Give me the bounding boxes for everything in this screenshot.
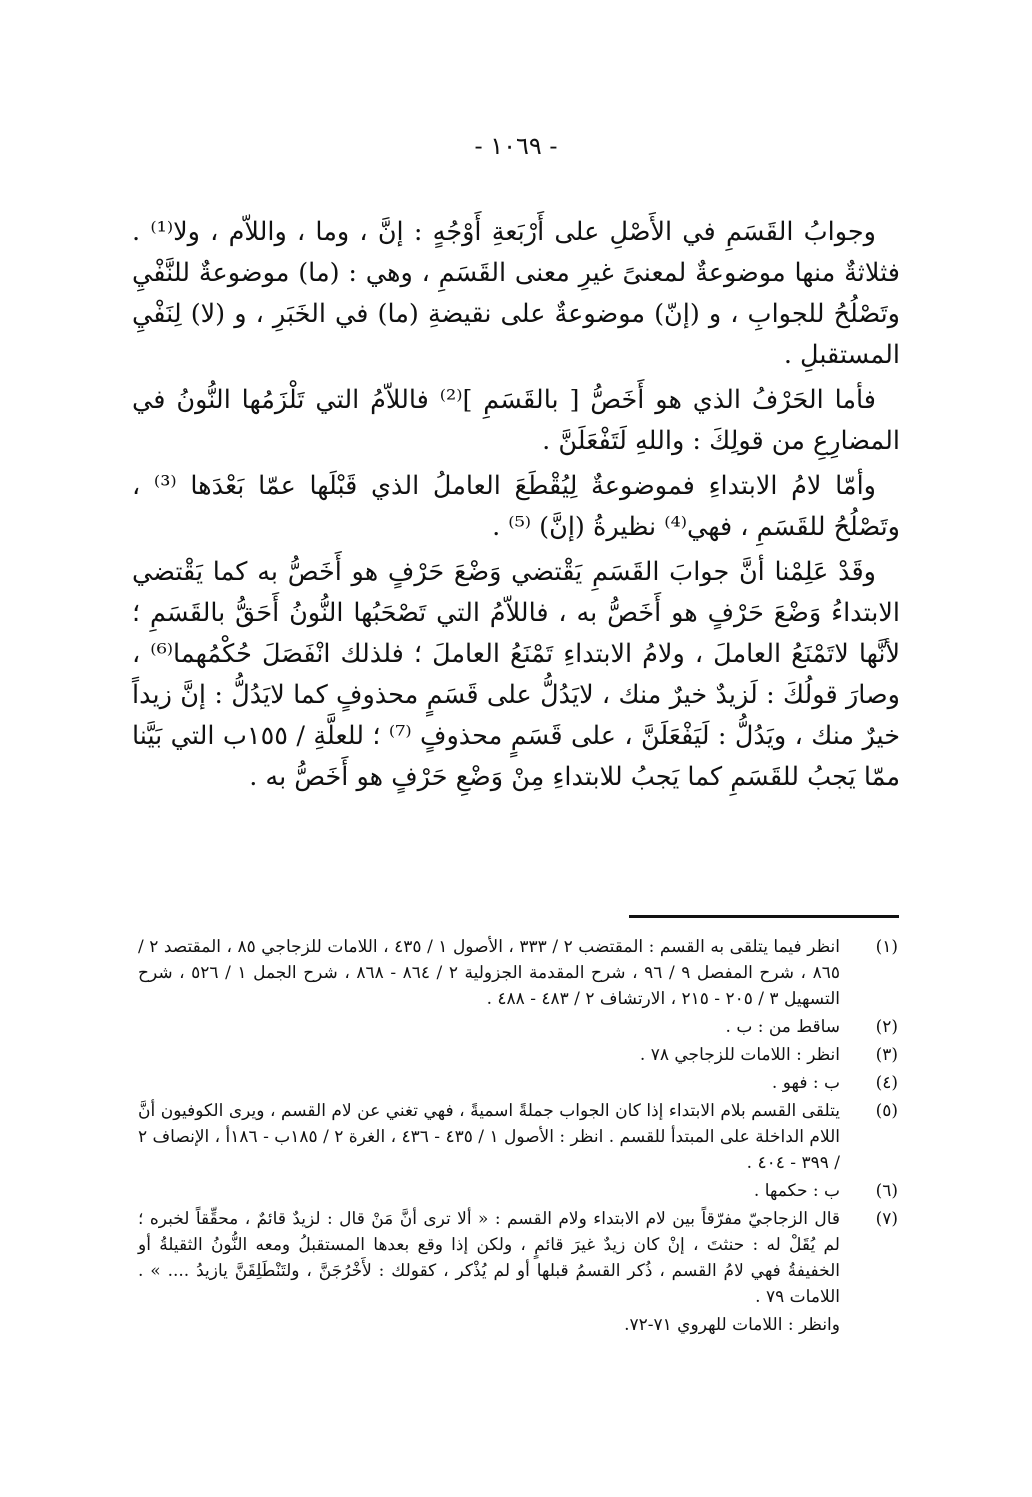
footnote-5 [138,1098,898,1176]
footnote-2 [138,1014,898,1040]
footnote-number: (١) [875,937,898,957]
footnote-6 [138,1178,898,1204]
paragraph-lam-of-ibtida: وأمّا لامُ الابتداءِ فموضوعةٌ لِيُقْطَعَ العاملُ الذي قَبْلَها عمّا بَعْدَها ⁽³⁾ ، وتَصْلُحُ للقَسَمِ ، فهي⁽⁴⁾ نظيرةُ (إنَّ) ⁽⁵⁾ . [132,471,900,542]
footnotes [138,934,898,1338]
footnote-text: يتلقى القسم بلام الابتداء إذا كان الجواب جملةً اسميةً ، فهي تغني عن لام القسم ، ويرى الكوفيون أنَّ اللام الداخلة على المبتدأ للقسم . انظر : الأصول ١ / ٤٣٥ - ٤٣٦ ، الغرة ٢ / ١٨٥ب - ١٨٦أ ، الإنصاف ٢ / ٣٩٩ - ٤٠٤ . [138,1101,841,1173]
footnote-4 [138,1070,898,1096]
footnote-separator [629,915,899,918]
paragraph-lam-of-oath: فأما الحَرْفُ الذي هو أَخَصُّ [ بالقَسَمِ ]⁽²⁾ فاللاّمُ التي تَلْزَمُها النُّونُ في المضارِعِ من قولِكَ : واللهِ لَتَفْعَلَنَّ . [132,385,900,456]
footnote-text: انظر فيما يتلقى به القسم : المقتضب ٢ / ٣٣٣ ، الأصول ١ / ٤٣٥ ، اللامات للزجاجي ٨٥ ، المقتصد ٢ / ٨٦٥ ، شرح المفصل ٩ / ٩٦ ، شرح المقدمة الجزولية ٢ / ٨٦٤ - ٨٦٨ ، شرح الجمل ١ / ٥٢٦ ، شرح التسهيل ٣ / ٢٠٥ - ٢١٥ ، الارتشاف ٢ / ٤٨٣ - ٤٨٨ . [138,937,840,1009]
footnote-number: (٥) [875,1101,898,1121]
footnote-3 [138,1042,898,1068]
footnote-1 [138,934,898,1012]
footnote-number: (٢) [875,1017,898,1037]
footnote-number: (٣) [875,1045,898,1065]
paragraph-comparison: وقَدْ عَلِمْنا أنَّ جوابَ القَسَمِ يَقْتضي وَضْعَ حَرْفٍ هو أَخَصُّ به كما يَقْتضي الابتداءُ وَضْعَ حَرْفٍ هو أَخَصُّ به ، فاللاّمُ التي تَصْحَبُها النُّونُ أَحَقُّ بالقَسَمِ ؛ لأنَّها لاتَمْنَعُ العاملَ ، ولامُ الابتداءِ تَمْنَعُ العاملَ ؛ فلذلك انْفَصَلَ حُكْمُهما⁽⁶⁾ ، وصارَ قولُكَ : لَزيدٌ خيرٌ منك ، لايَدُلُّ على قَسَمٍ محذوفٍ كما لايَدُلُّ : إنَّ زيداً خيرٌ منك ، ويَدُلُّ : لَيَفْعَلَنَّ ، على قَسَمٍ محذوفٍ ⁽⁷⁾ ؛ للعلَّةِ / ١٥٥ب التي بَيَّنا ممّا يَجبُ للقَسَمِ كما يَجبُ للابتداءِ مِنْ وَضْعِ حَرْفٍ هو أَخَصُّ به . [132,557,900,792]
footnote-text: ساقط من : ب . [725,1017,840,1037]
paragraph-answer-of-oath: وجوابُ القَسَمِ في الأَصْلِ على أَرْبَعةِ أَوْجُهٍ : إنَّ ، وما ، واللاّم ، ولا⁽¹⁾ . فثلاثةٌ منها موضوعةٌ لمعنىً غيرِ معنى القَسَمِ ، وهي : (ما) موضوعةٌ للنَّفْيِ وتَصْلُحُ للجوابِ ، و (إنّ) موضوعةٌ على نقيضةِ (ما) في الخَبَرِ ، و (لا) لِنَفْيِ المستقبلِ . [132,217,900,370]
footnote-text: انظر : اللامات للزجاجي ٧٨ . [639,1045,840,1065]
footnote-text: قال الزجاجيّ مفرّقاً بين لام الابتداء ولام القسم : « ألا ترى أنَّ مَنْ قال : لزيدٌ قائمٌ ، محقِّقاً لخبره ؛ لم يُقَلْ له : حنثتَ ، إنْ كان زيدٌ غيرَ قائمٍ ، ولكن إذا وقع بعدها المستقبلُ ومعه النُّونُ الثقيلةُ أو الخفيفةُ فهي لامُ القسم ، ذُكر القسمُ قبلها أو لم يُذْكر ، كقولك : لأَخْرُجَنَّ ، ولتَنْطَلِقَنَّ يازيدُ .... » . اللامات ٧٩ . [138,1209,840,1307]
footnote-text: ب : فهو . [771,1073,840,1093]
footnote-7 [138,1206,898,1310]
main-text [132,212,900,798]
footnote-text: ب : حكمها . [753,1181,840,1201]
footnote-number: (٧) [875,1209,898,1229]
page-number: - ١٠٦٩ - [474,132,558,160]
footnote-number: (٦) [875,1181,898,1201]
footnote-number: (٤) [875,1073,898,1093]
footnote-continuation: وانظر : اللامات للهروي ٧١-٧٢. [624,1315,840,1335]
